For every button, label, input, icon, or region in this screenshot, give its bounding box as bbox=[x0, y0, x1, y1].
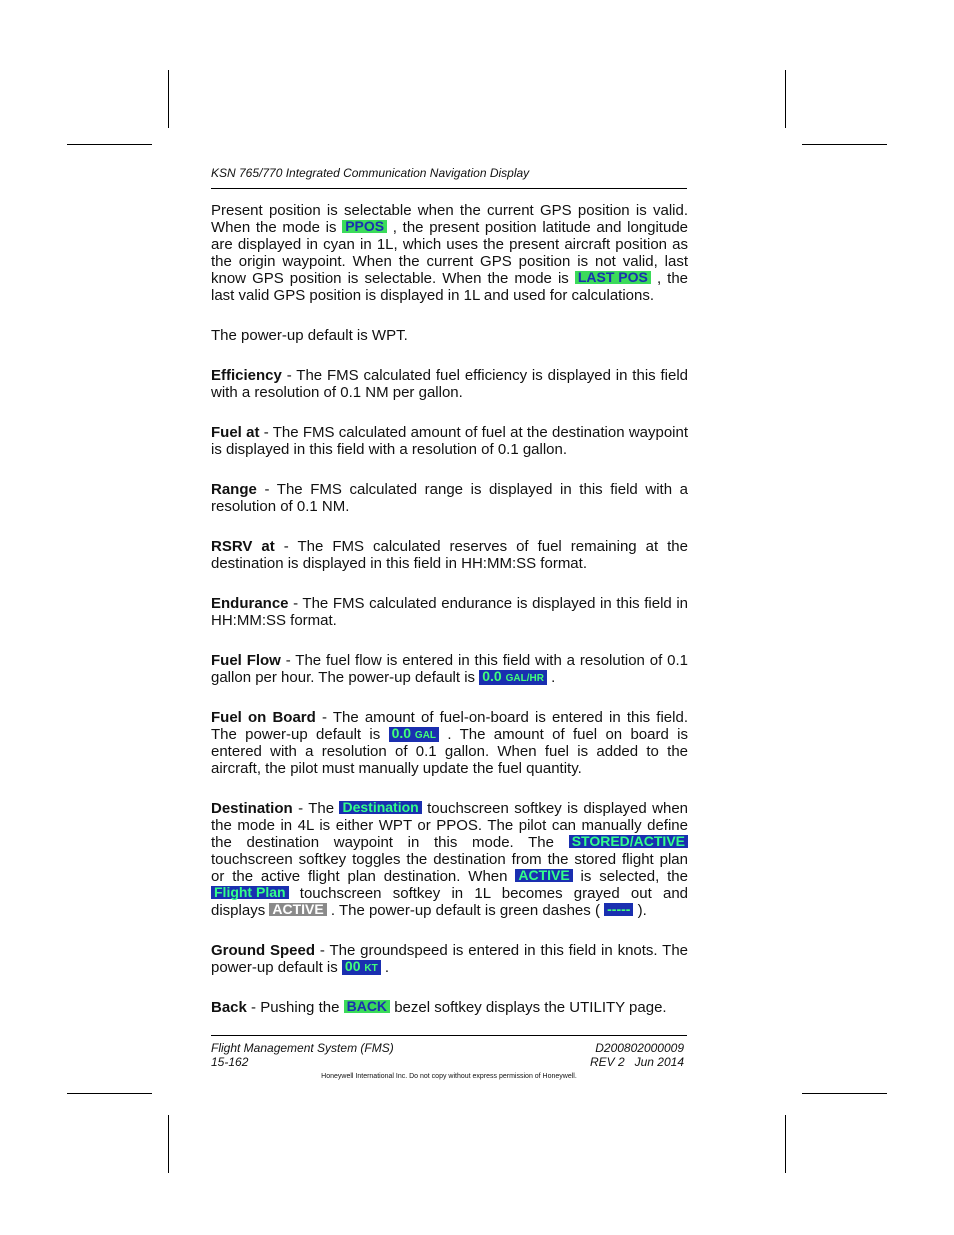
unit: GAL/HR bbox=[505, 673, 544, 684]
term-rsrv-at: RSRV at bbox=[211, 538, 275, 555]
paragraph-rsrv bbox=[211, 538, 688, 572]
text: - Pushing the bbox=[251, 999, 340, 1016]
fuel-flow-default-value bbox=[479, 670, 547, 685]
back-bezel-key: BACK bbox=[344, 1000, 390, 1013]
ground-speed-default-value bbox=[342, 960, 381, 975]
text: - The FMS calculated amount of fuel at the destination waypoint is displayed in this field with a resolution of 0.1 gallon. bbox=[211, 424, 689, 458]
stored-active-softkey: STORED/ACTIVE bbox=[569, 835, 688, 848]
paragraph-fuel-at bbox=[211, 424, 688, 458]
paragraph-destination bbox=[211, 800, 688, 919]
page-number: 15-162 bbox=[211, 1055, 249, 1069]
paragraph-fuel-on-board bbox=[211, 709, 688, 777]
paragraph-power-up-default: The power-up default is WPT. bbox=[211, 327, 408, 344]
crop-mark bbox=[802, 1093, 887, 1094]
text: is selected, the bbox=[580, 868, 688, 885]
text: ). bbox=[637, 902, 647, 919]
active-softkey: ACTIVE bbox=[515, 869, 572, 882]
paragraph-present-position bbox=[211, 202, 688, 304]
term-fuel-flow: Fuel Flow bbox=[211, 652, 281, 669]
revision-date: REV 2 Jun 2014 bbox=[589, 1055, 684, 1069]
text: . The amount of fuel on board is entered with a resolution of 0.1 gallon. When fuel is added to the aircraft, the pilot must manually update the fuel quantity. bbox=[211, 726, 688, 777]
crop-mark bbox=[67, 144, 152, 145]
crop-mark bbox=[67, 1093, 152, 1094]
paragraph-fuel-flow bbox=[211, 652, 688, 686]
crop-mark bbox=[785, 1115, 786, 1173]
header-rule bbox=[211, 188, 687, 189]
term-efficiency: Efficiency bbox=[211, 367, 282, 384]
unit: KT bbox=[364, 963, 378, 974]
last-pos-softkey: LAST POS bbox=[575, 271, 651, 284]
active-grayed-softkey: ACTIVE bbox=[269, 903, 326, 916]
page-header-title: KSN 765/770 Integrated Communication Navigation Display bbox=[211, 166, 530, 180]
text: . bbox=[551, 669, 556, 686]
crop-mark bbox=[168, 1115, 169, 1173]
text: touchscreen softkey is displayed when the mode in 4L is either WPT or PPOS. The pilot can manually define the destination waypoint in this mode. The bbox=[211, 800, 688, 851]
value: 0.0 bbox=[482, 668, 502, 684]
fuel-on-board-default-value bbox=[389, 727, 439, 742]
term-fuel-at: Fuel at bbox=[211, 424, 260, 441]
text: - The bbox=[298, 800, 335, 817]
term-fuel-on-board: Fuel on Board bbox=[211, 709, 316, 726]
text: touchscreen softkey toggles the destination from the stored flight plan or the active flight plan destination. When bbox=[211, 851, 688, 885]
text: . bbox=[384, 959, 390, 976]
value: 0.0 bbox=[391, 725, 412, 741]
term-ground-speed: Ground Speed bbox=[211, 942, 316, 959]
crop-mark bbox=[785, 70, 786, 128]
text: - The FMS calculated range is displayed in this field with a resolution of 0.1 NM. bbox=[211, 481, 688, 515]
text: - The amount of fuel-on-board is entered in this field. The power-up default is bbox=[211, 709, 688, 743]
copyright-notice: Honeywell International Inc. Do not copy without express permission of Honeywell. bbox=[321, 1073, 577, 1080]
text: - The groundspeed is entered in this field in knots. The power-up default is bbox=[211, 942, 689, 976]
crop-mark bbox=[802, 144, 887, 145]
footer-right bbox=[560, 1041, 684, 1069]
paragraph-ground-speed bbox=[211, 942, 688, 976]
page-content bbox=[211, 202, 688, 1016]
paragraph-efficiency bbox=[211, 367, 688, 401]
text: . The power-up default is green dashes ( bbox=[330, 902, 600, 919]
text: Present position is selectable when the current GPS position is valid. When the mode is bbox=[211, 202, 688, 236]
term-range: Range bbox=[211, 481, 257, 498]
crop-mark bbox=[168, 70, 169, 128]
text: bezel softkey displays the UTILITY page. bbox=[394, 999, 667, 1016]
footer-section-title: Flight Management System (FMS) bbox=[211, 1041, 394, 1055]
flight-plan-softkey: Flight Plan bbox=[211, 886, 289, 899]
green-dashes-value: ----- bbox=[604, 903, 633, 916]
text: touchscreen softkey in 1L becomes grayed out and displays bbox=[211, 885, 688, 919]
term-endurance: Endurance bbox=[211, 595, 289, 612]
text: , the last valid GPS position is displayed in 1L and used for calculations. bbox=[211, 270, 689, 304]
text: - The FMS calculated endurance is displayed in this field in HH:MM:SS format. bbox=[211, 595, 689, 629]
term-destination: Destination bbox=[211, 800, 293, 817]
document-number: D200802000009 bbox=[595, 1041, 684, 1055]
text: - The FMS calculated reserves of fuel remaining at the destination is displayed in this field in HH:MM:SS format. bbox=[211, 538, 688, 572]
text: - The fuel flow is entered in this field with a resolution of 0.1 gallon per hour. The power-up default is bbox=[211, 652, 688, 686]
value: 00 bbox=[344, 958, 361, 974]
term-back: Back bbox=[211, 999, 247, 1016]
paragraph-back bbox=[211, 999, 688, 1016]
paragraph-endurance bbox=[211, 595, 688, 629]
ppos-softkey: PPOS bbox=[342, 220, 387, 233]
paragraph-range bbox=[211, 481, 688, 515]
text: - The FMS calculated fuel efficiency is displayed in this field with a resolution of 0.1 NM per gallon. bbox=[211, 367, 689, 401]
text: , the present position latitude and longitude are displayed in cyan in 1L, which uses the present aircraft position as the origin waypoint. When the current GPS position is not valid, last know GPS position is selectable. When the mode is bbox=[211, 219, 688, 287]
destination-softkey: Destination bbox=[339, 801, 421, 814]
footer-rule bbox=[211, 1035, 687, 1036]
footer-left bbox=[211, 1041, 394, 1069]
unit: GAL bbox=[414, 730, 437, 741]
